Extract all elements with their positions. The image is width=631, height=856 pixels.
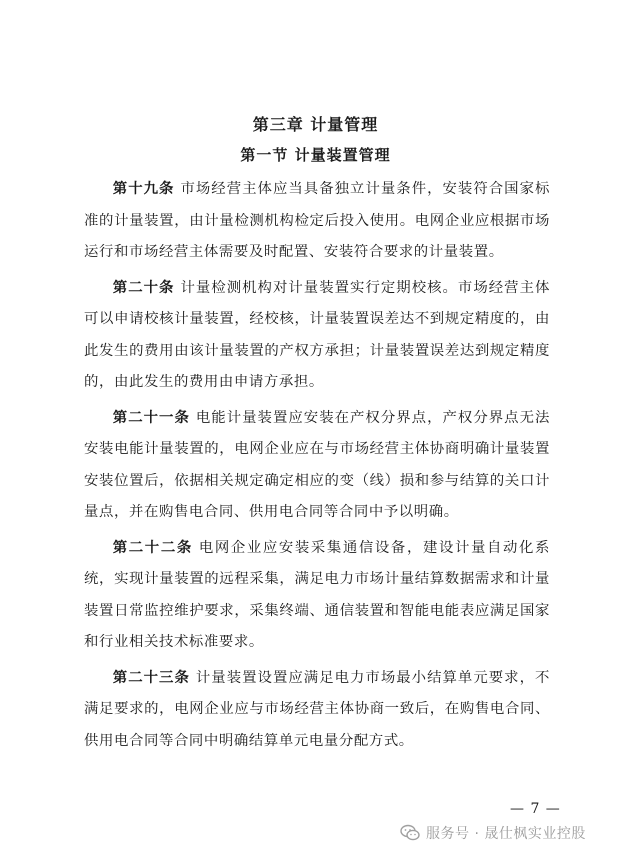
watermark-text: 服务号 · 晟仕枫实业控股 (426, 826, 586, 842)
article-label: 第十九条 (112, 181, 175, 197)
article-label: 第二十三条 (112, 669, 190, 686)
section-title: 第一节 计量装置管理 (240, 146, 391, 164)
article-20 (84, 273, 550, 399)
document-body (84, 174, 550, 761)
article-21 (84, 403, 550, 529)
page-number: — 7 — (510, 801, 561, 817)
article-text: 电网企业应安装采集通信设备，建设计量自动化系统，实现计量装置的远程采集，满足电力市场计量结算数据需求和计量装置日常监控维护要求，采集终端、通信装置和智能电能表应满足国家和行业相关技术标准要求。 (84, 539, 550, 650)
wechat-icon (400, 824, 420, 842)
article-23 (84, 663, 550, 758)
article-22 (84, 533, 550, 659)
article-label: 第二十一条 (112, 409, 190, 426)
article-19 (84, 174, 550, 269)
chapter-title: 第三章 计量管理 (252, 115, 379, 134)
article-text: 计量装置设置应满足电力市场最小结算单元要求，不满足要求的，电网企业应与市场经营主体协商一致后，在购售电合同、供用电合同等合同中明确结算单元电量分配方式。 (84, 669, 550, 749)
article-label: 第二十二条 (112, 539, 193, 556)
article-text: 市场经营主体应当具备独立计量条件，安装符合国家标准的计量装置，由计量检测机构检定后投入使用。电网企业应根据市场运行和市场经营主体需要及时配置、安装符合要求的计量装置。 (84, 181, 551, 260)
article-text: 计量检测机构对计量装置实行定期校核。市场经营主体可以申请校核计量装置，经校核，计量装置误差达不到规定精度的，由此发生的费用由该计量装置的产权方承担；计量装置误差达到规定精度的，由此发生的费用由申请方承担。 (84, 279, 551, 390)
article-text: 电能计量装置应安装在产权分界点，产权分界点无法安装电能计量装置的，电网企业应在与市场经营主体协商明确计量装置安装位置后，依据相关规定确定相应的变（线）损和参与结算的关口计量点，并在购售电合同、供用电合同等合同中予以明确。 (84, 409, 550, 520)
watermark (400, 820, 586, 846)
article-label: 第二十条 (112, 279, 175, 296)
